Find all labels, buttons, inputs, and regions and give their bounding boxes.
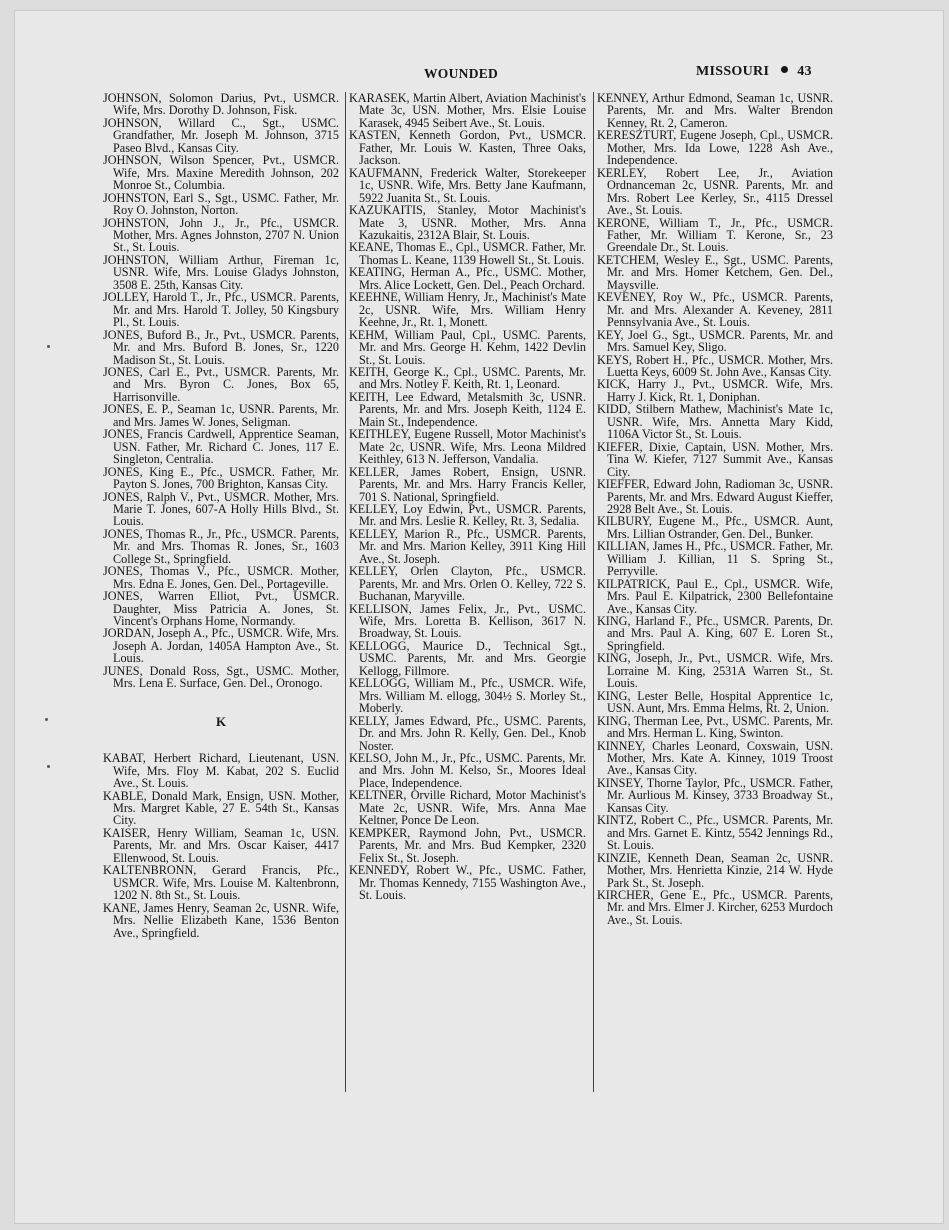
entry: KAISER, Henry William, Seaman 1c, USN. Parents, Mr. and Mrs. Oscar Kaiser, 4417 Ellenwood, St. Louis. bbox=[103, 825, 339, 865]
entry: JONES, Warren Elliot, Pvt., USMCR. Daughter, Miss Patricia A. Jones, St. Vincent's Orphans Home, Normandy. bbox=[103, 589, 339, 629]
entry: JONES, Thomas R., Jr., Pfc., USMCR. Parents, Mr. and Mrs. Thomas R. Jones, Sr., 1603 College St., Springfield. bbox=[103, 526, 339, 566]
entry: KEYS, Robert H., Pfc., USMCR. Mother, Mrs. Luetta Keys, 6009 St. John Ave., Kansas City. bbox=[597, 352, 833, 379]
entry: KELLISON, James Felix, Jr., Pvt., USMC. Wife, Mrs. Loretta B. Kellison, 3617 N. Broadway, St. Louis. bbox=[349, 601, 586, 641]
entry: KEANE, Thomas E., Cpl., USMCR. Father, Mr. Thomas L. Keane, 1139 Howell St., St. Louis. bbox=[349, 240, 586, 267]
entry: JONES, Francis Cardwell, Apprentice Seaman, USN. Father, Mr. Richard C. Jones, 117 E. Singleton, Centralia. bbox=[103, 427, 339, 467]
scan-speck bbox=[47, 345, 50, 348]
page-number: 43 bbox=[797, 64, 812, 79]
page-header-right bbox=[696, 64, 812, 80]
bullet-separator bbox=[781, 66, 788, 73]
entry: KELLER, James Robert, Ensign, USNR. Parents, Mr. and Mrs. Harry Francis Keller, 701 S. National, Springfield. bbox=[349, 464, 586, 504]
entry: KELLEY, Marion R., Pfc., USMCR. Parents, Mr. and Mrs. Marion Kelley, 3911 King Hill Ave., St. Joseph. bbox=[349, 526, 586, 566]
entry: KEVENEY, Roy W., Pfc., USMCR. Parents, Mr. and Mrs. Alexander A. Keveney, 2811 Pennsylvania Ave., St. Louis. bbox=[597, 290, 833, 330]
entry: KEITHLEY, Eugene Russell, Motor Machinist's Mate 2c, USNR. Wife, Mrs. Leona Mildred Keithley, 613 N. Jefferson, Vandalia. bbox=[349, 427, 586, 467]
entry: JONES, Ralph V., Pvt., USMCR. Mother, Mrs. Marie T. Jones, 607-A Holly Hills Blvd., St. Louis. bbox=[103, 489, 339, 529]
entry: KING, Harland F., Pfc., USMCR. Parents, Dr. and Mrs. Paul A. King, 607 E. Loren St., Springfield. bbox=[597, 614, 833, 653]
entry: KABLE, Donald Mark, Ensign, USN. Mother, Mrs. Margret Kable, 27 E. 54th St., Kansas City. bbox=[103, 788, 339, 828]
column-rule bbox=[593, 92, 594, 1092]
entry: KELTNER, Orville Richard, Motor Machinist's Mate 2c, USNR. Wife, Mrs. Anna Mae Keltner, Ponce De Leon. bbox=[349, 788, 586, 828]
entry: JOLLEY, Harold T., Jr., Pfc., USMCR. Parents, Mr. and Mrs. Harold T. Jolley, 50 Kingsbury Pl., St. Louis. bbox=[103, 290, 339, 330]
entry: KELLEY, Orlen Clayton, Pfc., USMCR. Parents, Mr. and Mrs. Orlen O. Kelley, 722 S. Buchanan, Maryville. bbox=[349, 564, 586, 604]
entry: KABAT, Herbert Richard, Lieutenant, USN. Wife, Mrs. Floy M. Kabat, 202 S. Euclid Ave., St. Louis. bbox=[103, 751, 339, 791]
column-1 bbox=[103, 92, 339, 939]
entry: KINSEY, Thorne Taylor, Pfc., USMCR. Father, Mr. Aurlious M. Kinsey, 3733 Broadway St., Kansas City. bbox=[597, 775, 833, 815]
column-2 bbox=[349, 92, 586, 901]
entry: JOHNSON, Solomon Darius, Pvt., USMCR. Wife, Mrs. Dorothy D. Johnson, Fisk. bbox=[103, 91, 339, 118]
entry: KINNEY, Charles Leonard, Coxswain, USN. Mother, Mrs. Kate A. Kinney, 1019 Troost Ave., Kansas City. bbox=[597, 738, 833, 778]
entry: JOHNSTON, John J., Jr., Pfc., USMCR. Mother, Mrs. Agnes Johnston, 2707 N. Union St., St. Louis. bbox=[103, 215, 339, 255]
entry: KELLOGG, Maurice D., Technical Sgt., USMC. Parents, Mr. and Mrs. Georgie Kellogg, Fillmore. bbox=[349, 638, 586, 678]
entry: KIRCHER, Gene E., Pfc., USMCR. Parents, Mr. and Mrs. Elmer J. Kircher, 6253 Murdoch Ave., St. Louis. bbox=[597, 888, 833, 927]
entry: KAUFMANN, Frederick Walter, Storekeeper 1c, USNR. Wife, Mrs. Betty Jane Kaufmann, 5922 Juanita St., St. Louis. bbox=[349, 165, 586, 205]
entry: KETCHEM, Wesley E., Sgt., USMC. Parents, Mr. and Mrs. Homer Ketchem, Gen. Del., Maysville. bbox=[597, 252, 833, 292]
entry: KELSO, John M., Jr., Pfc., USMC. Parents, Mr. and Mrs. John M. Kelso, Sr., Moores Ideal Place, Independence. bbox=[349, 751, 586, 790]
entry: JONES, Thomas V., Pfc., USMCR. Mother, Mrs. Edna E. Jones, Gen. Del., Portageville. bbox=[103, 564, 339, 591]
entry: JORDAN, Joseph A., Pfc., USMCR. Wife, Mrs. Joseph A. Jordan, 1405A Hampton Ave., St. Louis. bbox=[103, 626, 339, 666]
entry: JOHNSON, Wilson Spencer, Pvt., USMCR. Wife, Mrs. Maxine Meredith Johnson, 202 Monroe St., Columbia. bbox=[103, 153, 339, 193]
entry: KASTEN, Kenneth Gordon, Pvt., USMCR. Father, Mr. Louis W. Kasten, Three Oaks, Jackson. bbox=[349, 128, 586, 168]
entry: KIEFFER, Edward John, Radioman 3c, USNR. Parents, Mr. and Mrs. Edward August Kieffer, 2928 Belt Ave., St. Louis. bbox=[597, 477, 833, 516]
entry: KIEFER, Dixie, Captain, USN. Mother, Mrs. Tina W. Kiefer, 7127 Summit Ave., Kansas City. bbox=[597, 439, 833, 479]
entry: JONES, Buford B., Jr., Pvt., USMCR. Parents, Mr. and Mrs. Buford B. Jones, Sr., 1220 Madison St., St. Louis. bbox=[103, 327, 339, 367]
entry: KELLOGG, William M., Pfc., USMCR. Wife, Mrs. William M. ellogg, 304½ S. Morley St., Moberly. bbox=[349, 676, 586, 716]
entry: KEITH, George K., Cpl., USMC. Parents, Mr. and Mrs. Notley F. Keith, Rt. 1, Leonard. bbox=[349, 364, 586, 392]
entry: KALTENBRONN, Gerard Francis, Pfc., USMCR. Wife, Mrs. Louise M. Kaltenbronn, 1202 N. 8th St., St. Louis. bbox=[103, 863, 339, 903]
entry: JOHNSTON, Earl S., Sgt., USMC. Father, Mr. Roy O. Johnston, Norton. bbox=[103, 190, 339, 218]
scan-speck bbox=[47, 765, 50, 768]
entry: KELLEY, Loy Edwin, Pvt., USMCR. Parents, Mr. and Mrs. Leslie R. Kelley, Rt. 3, Sedalia. bbox=[349, 501, 586, 529]
entry: KILBURY, Eugene M., Pfc., USMCR. Aunt, Mrs. Lillian Ostrander, Gen. Del., Bunker. bbox=[597, 514, 833, 541]
entry: KING, Lester Belle, Hospital Apprentice 1c, USN. Aunt, Mrs. Emma Helms, Rt. 2, Union. bbox=[597, 688, 833, 716]
entry: KILLIAN, James H., Pfc., USMCR. Father, Mr. William J. Killian, 11 S. Spring St., Perryville. bbox=[597, 539, 833, 579]
entry: KANE, James Henry, Seaman 2c, USNR. Wife, Mrs. Nellie Elizabeth Kane, 1536 Benton Ave., Springfield. bbox=[103, 900, 339, 940]
entry: KING, Joseph, Jr., Pvt., USMCR. Wife, Mrs. Lorraine M. King, 2531A Warren St., St. Louis. bbox=[597, 651, 833, 691]
entry: KEEHNE, William Henry, Jr., Machinist's Mate 2c, USNR. Wife, Mrs. William Henry Keehne, Jr., Rt. 1, Monett. bbox=[349, 290, 586, 330]
entry: KENNEDY, Robert W., Pfc., USMC. Father, Mr. Thomas Kennedy, 7155 Washington Ave., St. Louis. bbox=[349, 863, 586, 902]
entry: KEY, Joel G., Sgt., USMCR. Parents, Mr. and Mrs. Samuel Key, Sligo. bbox=[597, 327, 833, 355]
entry: KICK, Harry J., Pvt., USMCR. Wife, Mrs. Harry J. Kick, Rt. 1, Doniphan. bbox=[597, 377, 833, 404]
state-name: MISSOURI bbox=[696, 64, 770, 79]
entry: KAZUKAITIS, Stanley, Motor Machinist's Mate 3, USNR. Mother, Mrs. Anna Kazukaitis, 2312A Blair, St. Louis. bbox=[349, 203, 586, 242]
entry: JONES, E. P., Seaman 1c, USNR. Parents, Mr. and Mrs. James W. Jones, Seligman. bbox=[103, 402, 339, 429]
entry: KILPATRICK, Paul E., Cpl., USMCR. Wife, Mrs. Paul E. Kilpatrick, 2300 Bellefontaine Ave., Kansas City. bbox=[597, 576, 833, 616]
entry: JONES, Carl E., Pvt., USMCR. Parents, Mr. and Mrs. Byron C. Jones, Box 65, Harrisonville. bbox=[103, 364, 339, 404]
entry: KIDD, Stilbern Mathew, Machinist's Mate 1c, USNR. Wife, Mrs. Annetta Mary Kidd, 1106A Victor St., St. Louis. bbox=[597, 402, 833, 442]
entry: KERONE, William T., Jr., Pfc., USMCR. Father, Mr. William T. Kerone, Sr., 23 Greendale Dr., St. Louis. bbox=[597, 215, 833, 255]
entry: KENNEY, Arthur Edmond, Seaman 1c, USNR. Parents, Mr. and Mrs. Walter Brendon Kenney, Rt. 2, Cameron. bbox=[597, 91, 833, 130]
entry: JOHNSTON, William Arthur, Fireman 1c, USNR. Wife, Mrs. Louise Gladys Johnston, 3508 E. 25th, Kansas City. bbox=[103, 252, 339, 292]
entry: KARASEK, Martin Albert, Aviation Machinist's Mate 3c, USN. Mother, Mrs. Elsie Louise Karasek, 4945 Seibert Ave., St. Louis. bbox=[349, 91, 586, 130]
entry: KERLEY, Robert Lee, Jr., Aviation Ordnanceman 2c, USNR. Parents, Mr. and Mrs. Robert Lee Kerley, Sr., 4115 Dressel Ave., St. Louis. bbox=[597, 165, 833, 218]
entry: KING, Therman Lee, Pvt., USMC. Parents, Mr. and Mrs. Herman L. King, Swinton. bbox=[597, 713, 833, 741]
entry: KELLY, James Edward, Pfc., USMC. Parents, Dr. and Mrs. John R. Kelly, Gen. Del., Knob Noster. bbox=[349, 713, 586, 753]
section-letter-heading: K bbox=[215, 713, 227, 729]
entry: KERESZTURT, Eugene Joseph, Cpl., USMCR. Mother, Mrs. Ida Lowe, 1228 Ash Ave., Independence. bbox=[597, 128, 833, 168]
entry: KINZIE, Kenneth Dean, Seaman 2c, USNR. Mother, Mrs. Henrietta Kinzie, 214 W. Hyde Park St., St. Joseph. bbox=[597, 850, 833, 890]
entry: KINTZ, Robert C., Pfc., USMCR. Parents, Mr. and Mrs. Garnet E. Kintz, 5542 Jennings Rd., St. Louis. bbox=[597, 813, 833, 853]
column-3 bbox=[597, 92, 833, 926]
entry: KEITH, Lee Edward, Metalsmith 3c, USNR. Parents, Mr. and Mrs. Joseph Keith, 1124 E. Main St., Independence. bbox=[349, 389, 586, 429]
entry: JONES, King E., Pfc., USMCR. Father, Mr. Payton S. Jones, 700 Brighton, Kansas City. bbox=[103, 464, 339, 492]
entry: KEMPKER, Raymond John, Pvt., USMCR. Parents, Mr. and Mrs. Bud Kempker, 2320 Felix St., St. Joseph. bbox=[349, 825, 586, 865]
entry: KEATING, Herman A., Pfc., USMC. Mother, Mrs. Alice Lockett, Gen. Del., Peach Orchard. bbox=[349, 265, 586, 292]
entry: JOHNSON, Willard C., Sgt., USMC. Grandfather, Mr. Joseph M. Johnson, 3715 Paseo Blvd., Kansas City. bbox=[103, 115, 339, 155]
section-title: WOUNDED bbox=[424, 66, 499, 81]
entry: JUNES, Donald Ross, Sgt., USMC. Mother, Mrs. Lena E. Surface, Gen. Del., Oronogo. bbox=[103, 663, 339, 691]
scan-speck bbox=[45, 718, 48, 721]
column-rule bbox=[345, 92, 346, 1092]
entry: KEHM, William Paul, Cpl., USMC. Parents, Mr. and Mrs. George H. Kehm, 1422 Devlin St., St. Louis. bbox=[349, 327, 586, 367]
